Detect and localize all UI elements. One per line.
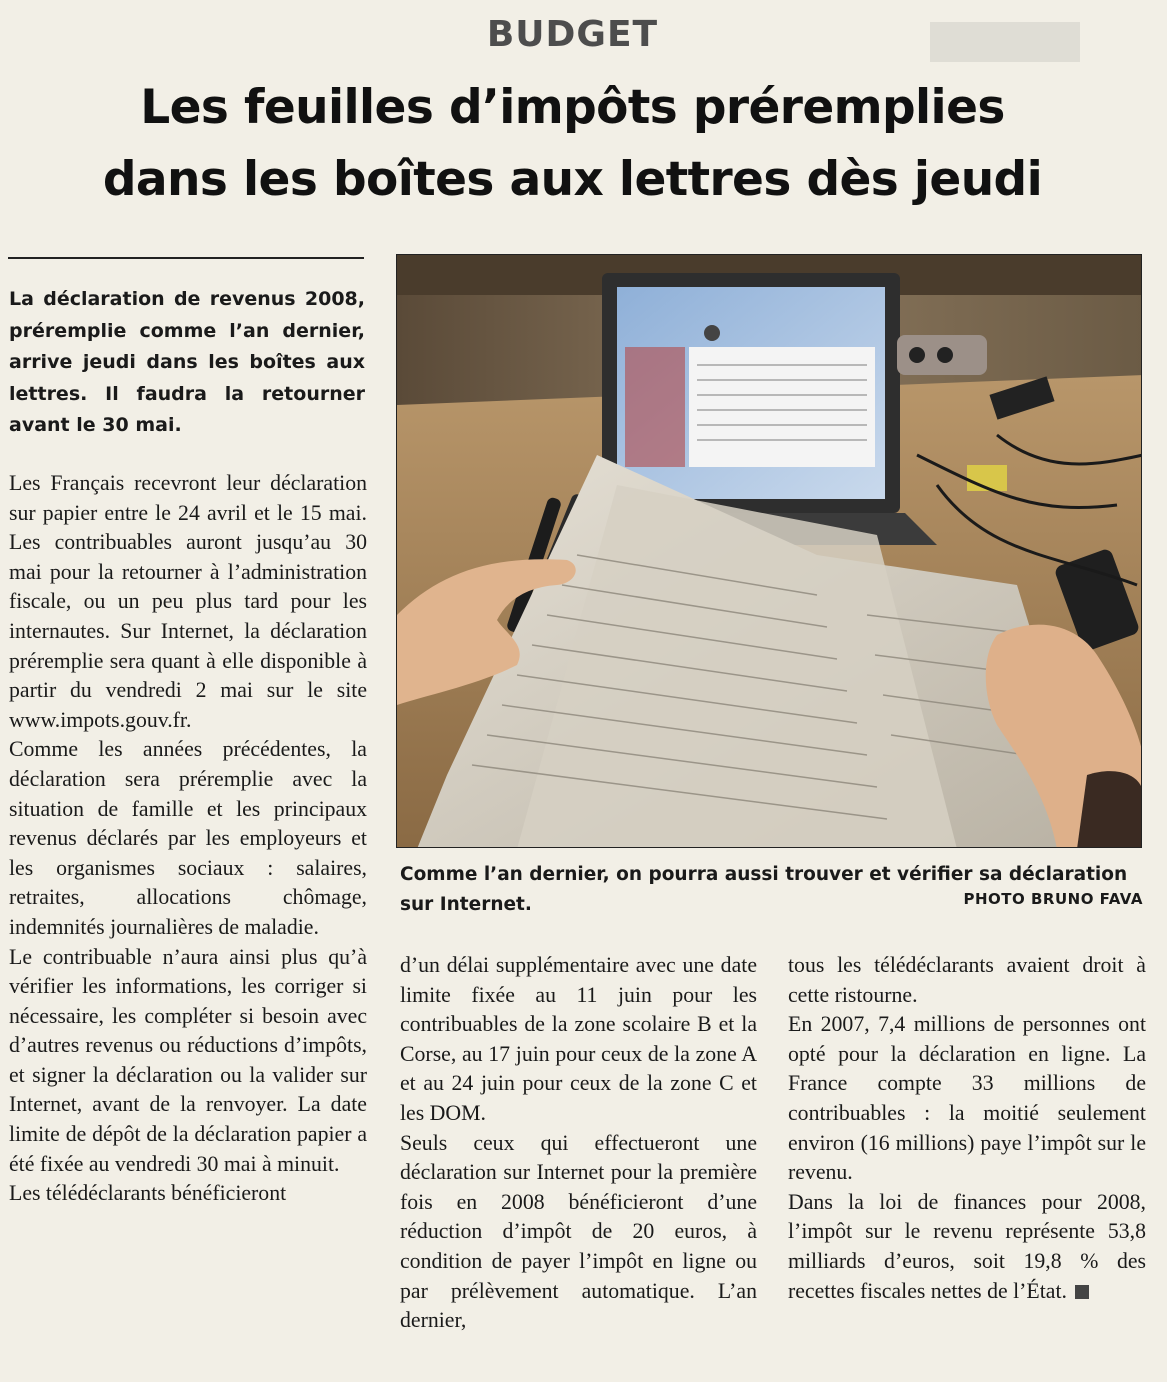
body-paragraph: d’un délai supplémentaire avec une date limite fixée au 11 juin pour les contribuables de la zone scolaire B et la Corse, au 17 juin pour ceux de la zone A et au 24 juin pour ceux de la zone C et les DOM.	[400, 953, 757, 1125]
headline-line-2: dans les boîtes aux lettres dès jeudi	[102, 152, 1043, 207]
column-3	[788, 951, 1146, 1306]
closing-text: Dans la loi de finances pour 2008, l’impôt sur le revenu représente 53,8 milliards d’euros, soit 19,8 % des recettes fiscales nettes de l’État.	[788, 1189, 1146, 1303]
body-paragraph: Seuls ceux qui effectueront une déclaration sur Internet pour la première fois en 2008 bénéficieront d’une réduction d’impôt de 20 euros, à condition de payer l’impôt en ligne ou par prélèvement automatique. L’an dernier,	[400, 1130, 757, 1333]
headline	[0, 72, 1145, 216]
laptop-tax-form-illustration	[397, 255, 1142, 848]
body-paragraph: Les Français recevront leur déclaration sur papier entre le 24 avril et le 15 mai. Les contribuables auront jusqu’au 30 mai pour la retourner à l’administration fiscale, ou un peu plus tard pour les internautes. Sur Internet, la déclaration préremplie sera quant à elle disponible à partir du vendredi 2 mai sur le site www.impots.gouv.fr.	[9, 471, 367, 732]
body-paragraph: tous les télédéclarants avaient droit à cette ristourne.	[788, 953, 1146, 1007]
lede-paragraph: La déclaration de revenus 2008, préremplie comme l’an dernier, arrive jeudi dans les boîtes aux lettres. Il faudra la retourner avant le 30 mai.	[9, 288, 365, 436]
article-photo	[396, 254, 1142, 848]
body-paragraph: Le contribuable n’aura ainsi plus qu’à vérifier les informations, les corriger si nécessaire, les compléter si besoin avec d’autres revenus ou réductions d’impôts, et signer la déclaration ou la valider sur Internet, avant de la renvoyer. La date limite de dépôt de la déclaration papier a été fixée au vendredi 30 mai à minuit.	[9, 944, 367, 1176]
photo-caption: Comme l’an dernier, on pourra aussi trouver et vérifier sa déclaration sur Internet.	[400, 864, 1128, 915]
photo-credit: PHOTO BRUNO FAVA	[963, 890, 1143, 908]
column-2	[400, 951, 757, 1336]
lede-rule	[8, 257, 364, 259]
column-1	[9, 469, 367, 1209]
body-paragraph: Comme les années précédentes, la déclaration sera préremplie avec la situation de famille et les principaux revenus déclarés par les employeurs et les organismes sociaux : salaires, retraites, allocations chômage, indemnités journalières de maladie.	[9, 737, 367, 939]
body-paragraph	[788, 1188, 1146, 1306]
headline-line-1: Les feuilles d’impôts préremplies	[140, 80, 1005, 135]
body-paragraph: Les télédéclarants bénéficieront	[9, 1181, 287, 1206]
section-rubric: BUDGET	[486, 14, 659, 55]
body-paragraph: En 2007, 7,4 millions de personnes ont opté pour la déclaration en ligne. La France compte 33 millions de contribuables : la moitié seulement environ (16 millions) paye l’impôt sur le revenu.	[788, 1012, 1146, 1185]
end-of-article-mark	[1075, 1285, 1089, 1299]
